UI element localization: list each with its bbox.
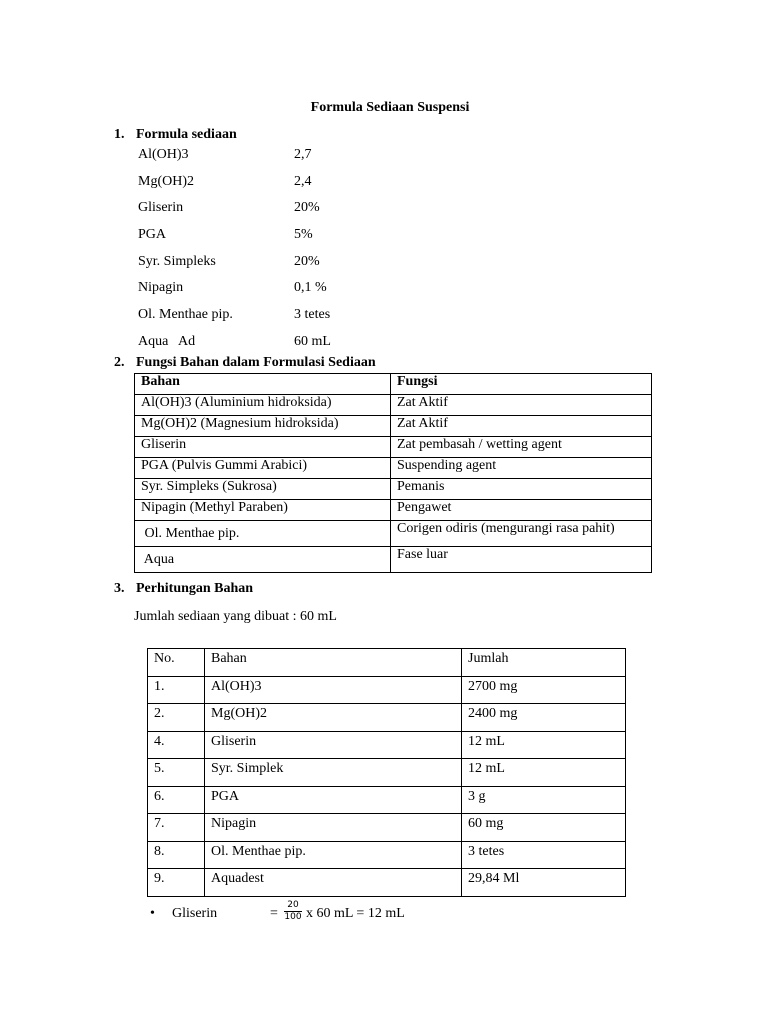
ingredient-cell: Aquadest xyxy=(205,869,462,897)
calculation-label: Gliserin xyxy=(172,906,218,921)
ingredient-cell: Mg(OH)2 xyxy=(205,704,462,732)
ingredient-name: Ol. Menthae pip. xyxy=(138,307,233,322)
number-cell: 7. xyxy=(148,814,205,842)
table-row xyxy=(135,547,652,573)
equals-sign: = xyxy=(270,906,278,921)
section-2-heading xyxy=(114,355,376,371)
amount-cell: 3 g xyxy=(462,786,626,814)
amount-cell: 2700 mg xyxy=(462,676,626,704)
calculation-result: x 60 mL = 12 mL xyxy=(306,906,405,921)
column-header: Fungsi xyxy=(391,374,652,395)
table-row xyxy=(148,841,626,869)
number-cell: 2. xyxy=(148,704,205,732)
amount-cell: 2400 mg xyxy=(462,704,626,732)
ingredient-amount: 5% xyxy=(294,227,313,242)
ingredient-name: Mg(OH)2 xyxy=(138,174,194,189)
ingredient-amount: 2,4 xyxy=(294,174,312,189)
ingredient-cell: Mg(OH)2 (Magnesium hidroksida) xyxy=(135,416,391,437)
ingredient-name: Nipagin xyxy=(138,280,184,295)
ingredient-name: PGA xyxy=(138,227,167,242)
ingredient-name: Al(OH)3 xyxy=(138,147,189,162)
table-row xyxy=(148,704,626,732)
ingredient-cell: Nipagin xyxy=(205,814,462,842)
fraction xyxy=(282,900,304,923)
ingredient-cell: Ol. Menthae pip. xyxy=(205,841,462,869)
table-row xyxy=(148,786,626,814)
calculation-table xyxy=(147,648,626,897)
number-cell: 8. xyxy=(148,841,205,869)
function-cell: Zat pembasah / wetting agent xyxy=(391,437,652,458)
function-cell: Corigen odiris (mengurangi rasa pahit) xyxy=(391,521,652,547)
ingredient-name: Syr. Simpleks xyxy=(138,254,216,269)
table-header-row xyxy=(148,649,626,677)
ingredient-cell: Gliserin xyxy=(135,437,391,458)
table-row xyxy=(148,731,626,759)
preparation-amount-text: Jumlah sediaan yang dibuat : 60 mL xyxy=(134,609,337,624)
amount-cell: 3 tetes xyxy=(462,841,626,869)
ingredient-amount: 3 tetes xyxy=(294,307,331,322)
table-row xyxy=(148,759,626,787)
amount-cell: 60 mg xyxy=(462,814,626,842)
ingredient-cell: PGA (Pulvis Gummi Arabici) xyxy=(135,458,391,479)
number-cell: 1. xyxy=(148,676,205,704)
ingredient-cell: PGA xyxy=(205,786,462,814)
table-row xyxy=(135,395,652,416)
number-cell: 6. xyxy=(148,786,205,814)
fraction-denominator: 100 xyxy=(284,912,302,922)
ingredient-cell: Syr. Simplek xyxy=(205,759,462,787)
table-row xyxy=(135,500,652,521)
ingredient-name: Gliserin xyxy=(138,200,184,215)
document-title: Formula Sediaan Suspensi xyxy=(310,100,470,115)
amount-cell: 12 mL xyxy=(462,759,626,787)
function-cell: Zat Aktif xyxy=(391,395,652,416)
ingredient-amount: 20% xyxy=(294,254,320,269)
column-header: Bahan xyxy=(135,374,391,395)
function-cell: Pemanis xyxy=(391,479,652,500)
table-row xyxy=(135,479,652,500)
fraction-numerator: 20 xyxy=(287,900,299,910)
column-header: No. xyxy=(148,649,205,677)
column-header: Jumlah xyxy=(462,649,626,677)
amount-cell: 12 mL xyxy=(462,731,626,759)
table-row xyxy=(148,814,626,842)
ingredient-amount: 2,7 xyxy=(294,147,312,162)
column-header: Bahan xyxy=(205,649,462,677)
table-header-row xyxy=(135,374,652,395)
ingredient-cell: Al(OH)3 xyxy=(205,676,462,704)
bullet: • xyxy=(150,906,155,921)
table-row xyxy=(148,869,626,897)
table-row xyxy=(135,521,652,547)
function-cell: Suspending agent xyxy=(391,458,652,479)
section-3-heading xyxy=(114,581,253,597)
ingredient-amount: 60 mL xyxy=(294,334,331,349)
ingredient-amount: 20% xyxy=(294,200,320,215)
function-cell: Fase luar xyxy=(391,547,652,573)
function-table xyxy=(134,373,652,573)
number-cell: 5. xyxy=(148,759,205,787)
ingredient-cell: Al(OH)3 (Aluminium hidroksida) xyxy=(135,395,391,416)
ingredient-cell: Gliserin xyxy=(205,731,462,759)
ingredient-cell: Nipagin (Methyl Paraben) xyxy=(135,500,391,521)
section-title: Formula sediaan xyxy=(136,127,237,142)
section-number: 1. xyxy=(114,127,125,142)
function-cell: Zat Aktif xyxy=(391,416,652,437)
table-row xyxy=(148,676,626,704)
section-number: 2. xyxy=(114,355,125,370)
table-row xyxy=(135,458,652,479)
number-cell: 4. xyxy=(148,731,205,759)
section-title: Fungsi Bahan dalam Formulasi Sediaan xyxy=(136,355,376,370)
section-number: 3. xyxy=(114,581,125,596)
amount-cell: 29,84 Ml xyxy=(462,869,626,897)
ingredient-cell: Ol. Menthae pip. xyxy=(135,521,391,547)
ingredient-cell: Syr. Simpleks (Sukrosa) xyxy=(135,479,391,500)
section-1-heading xyxy=(114,127,237,143)
table-row xyxy=(135,437,652,458)
table-row xyxy=(135,416,652,437)
section-title: Perhitungan Bahan xyxy=(136,581,254,596)
ingredient-name: Aqua Ad xyxy=(138,334,196,349)
ingredient-cell: Aqua xyxy=(135,547,391,573)
ingredient-amount: 0,1 % xyxy=(294,280,327,295)
number-cell: 9. xyxy=(148,869,205,897)
function-cell: Pengawet xyxy=(391,500,652,521)
